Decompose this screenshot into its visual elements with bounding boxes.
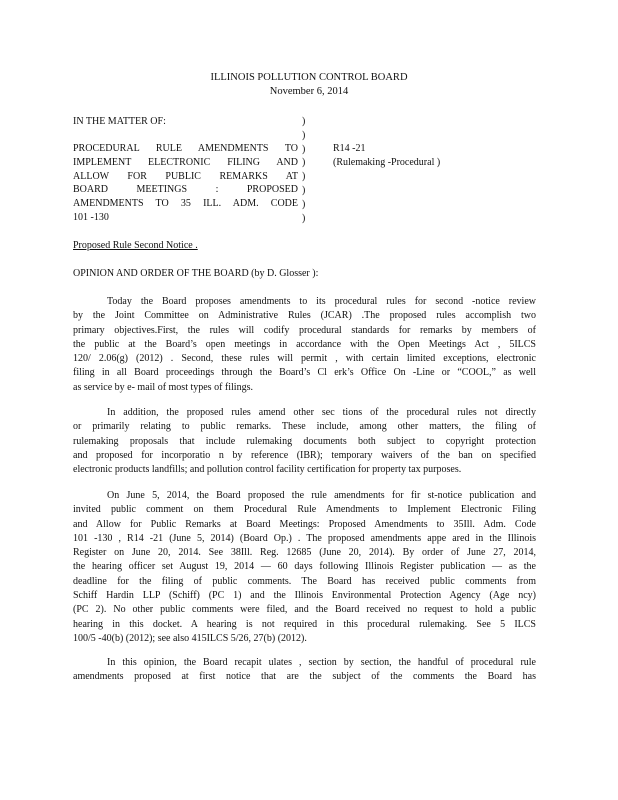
paragraph: Today the Board proposes amendments to its procedural rules for second -notice review by the Joint Committee on Administrative Rules (JCAR) .The proposed rules accomplish two primary objectives.First, the rules will codify procedural standards for remarks by members of the public at the Board’s open meetings in accordance with the Open Meetings Act , 5ILCS 120/ 2.06(g) (2012) . Second, these rules will permit , with certain limited exceptions, electronic filing in all Board proceedings through the Board’s Cl erk’s Office On -Line or “COOL,” as well as service by e- mail of most types of filings. bbox=[73, 296, 536, 393]
paragraph: In this opinion, the Board recapit ulates , section by section, the handful of procedural rule amendments proposed at first notice that are the subject of the comments the Board has bbox=[73, 657, 536, 683]
caption-title bbox=[73, 142, 298, 225]
notice-line: Proposed Rule Second Notice . bbox=[73, 240, 198, 251]
paragraph: On June 5, 2014, the Board proposed the rule amendments for fir st-notice publication and invited public comment on them Procedural Rule Amendments to Implement Electronic Filing and Allow for Public Remarks at Board Meetings: Proposed Amendments to 35Ill. Adm. Code 101 -130 , R14 -21 (June 5, 2014) (Board Op.) . The proposed amendments appe ared in the Illinois Register on June 20, 2014. See 38Ill. Reg. 12685 (June 20, 2014). By order of June 27, 2014, the hearing officer set August 19, 2014 — 60 days following Illinois Register publication — as the deadline for the filing of public comments. The Board has received public comments from Schiff Hardin LLP (Schiff) (PC 1) and the Illinois Environmental Protection Agency (Age ncy) (PC 2). No other public comments were filed, and the Board received no request to hold a public hearing in this docket. A hearing is not required in this procedural rulemaking. See 5 ILCS 100/5 -40(b) (2012); see also 415ILCS 5/26, 27(b) (2012). bbox=[73, 490, 536, 644]
docket-number: R14 -21 bbox=[333, 143, 366, 154]
caption-title-line: PROCEDURAL RULE AMENDMENTS TO bbox=[73, 143, 298, 154]
caption-bracket: ) ) ) ) ) ) ) ) bbox=[302, 116, 306, 224]
caption-title-line: BOARD MEETINGS : PROPOSED bbox=[73, 184, 298, 196]
caption-title-line: AMENDMENTS TO 35 ILL. ADM. CODE bbox=[73, 198, 298, 210]
docket-type: (Rulemaking -Procedural ) bbox=[333, 157, 441, 168]
opinion-heading: OPINION AND ORDER OF THE BOARD (by D. Glosser ): bbox=[73, 268, 319, 279]
caption-title-line: 101 -130 bbox=[73, 211, 109, 223]
document-date: November 6, 2014 bbox=[269, 86, 349, 97]
agency-heading: ILLINOIS POLLUTION CONTROL BOARD bbox=[210, 72, 408, 83]
matter-of-label: IN THE MATTER OF: bbox=[73, 116, 166, 127]
caption-title-line: IMPLEMENT ELECTRONIC FILING AND bbox=[73, 156, 298, 168]
caption-title-line: ALLOW FOR PUBLIC REMARKS AT bbox=[73, 170, 298, 182]
paragraph: In addition, the proposed rules amend other sec tions of the procedural rules not directly or primarily relating to public remarks. These include, among other matters, the filing of rulemaking proposals that include rulemaking documents both subject to copyright protection and proposed for incorporatio n by reference (IBR); temporary waivers of the ban on specified electronic products landfills; and pollution control facility certification for property tax purposes. bbox=[73, 407, 536, 476]
